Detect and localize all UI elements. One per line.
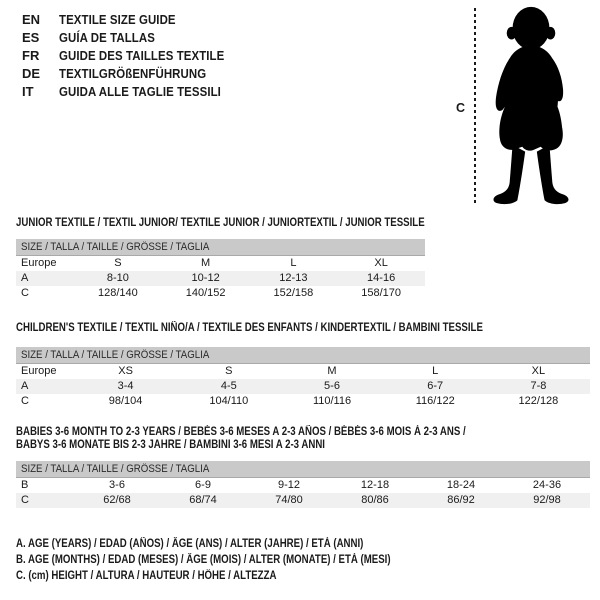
row-label: C (21, 287, 29, 299)
table-cell: 110/116 (312, 395, 352, 407)
table-cell: 8-10 (106, 272, 129, 284)
table-cell: 116/122 (415, 395, 455, 407)
legend-notes (16, 536, 462, 584)
lang-row-en (22, 11, 247, 29)
size-column-header: XS (118, 365, 133, 377)
lang-code: EN (22, 12, 41, 27)
language-header (22, 11, 247, 101)
lang-row-fr (22, 47, 247, 65)
toddler-silhouette-icon (482, 4, 580, 208)
size-column-header: L (290, 257, 297, 269)
table-cell: 152/158 (273, 287, 314, 299)
junior-section-title: JUNIOR TEXTILE / TEXTIL JUNIOR/ TEXTILE JUNIOR / JUNIORTEXTIL / JUNIOR TESSILE (16, 217, 425, 229)
lang-title: GUIDE DES TAILLES TEXTILE (59, 48, 225, 63)
table-cell: 7-8 (530, 380, 547, 392)
size-header-bar (16, 347, 590, 364)
table-cell: 92/98 (533, 494, 561, 506)
table-cell: 80/86 (361, 494, 389, 506)
lang-code: ES (22, 30, 40, 45)
table-cell: 122/128 (518, 395, 559, 407)
table-header-row (16, 256, 425, 271)
table-cell: 12-13 (279, 272, 308, 284)
size-column-header: XL (374, 257, 388, 269)
size-header-label: SIZE / TALLA / TAILLE / GRÖSSE / TAGLIA (21, 349, 210, 361)
lang-code: FR (22, 48, 40, 63)
table-cell: 5-6 (324, 380, 340, 392)
babies-title-line1: BABIES 3-6 MONTH TO 2-3 YEARS / BEBÉS 3-6 MESES A 2-3 AÑOS / BÉBÉS 3-6 MOIS À 2-3 ANS / (16, 426, 466, 438)
table-row-height (16, 286, 425, 301)
table-cell: 3-4 (117, 380, 134, 392)
table-cell: 128/140 (97, 287, 138, 299)
table-cell: 104/110 (209, 395, 249, 407)
table-row-age-months (16, 478, 590, 493)
table-cell: 62/68 (103, 494, 131, 506)
table-row-age (16, 379, 590, 394)
lang-code: DE (22, 66, 41, 81)
table-cell: 10-12 (191, 272, 220, 284)
size-column-header: M (201, 257, 211, 269)
children-section-title: CHILDREN'S TEXTILE / TEXTIL NIÑO/A / TEXTILE DES ENFANTS / KINDERTEXTIL / BAMBINI TESSILE (16, 322, 483, 334)
lang-title: TEXTILGRÖßENFÜHRUNG (59, 66, 207, 81)
table-row-height (16, 394, 590, 409)
table-row-age (16, 271, 425, 286)
lang-title: GUÍA DE TALLAS (59, 30, 155, 45)
junior-size-table (16, 239, 425, 301)
babies-size-table (16, 461, 590, 508)
table-header-row (16, 364, 590, 379)
row-label: A (21, 380, 29, 392)
note-height-cm: C. (cm) HEIGHT / ALTURA / HAUTEUR / HÖHE / ALTEZZA (16, 570, 277, 582)
row-label: B (21, 479, 29, 491)
note-age-months: B. AGE (MONTHS) / EDAD (MESES) / ÂGE (MOIS) / ALTER (MONATE) / ETÀ (MESI) (16, 554, 391, 566)
table-row-height (16, 493, 590, 508)
table-cell: 86/92 (447, 494, 475, 506)
children-size-table (16, 347, 590, 409)
table-cell: 14-16 (367, 272, 396, 284)
table-cell: 74/80 (275, 494, 303, 506)
height-measure-dashed-line (474, 8, 476, 206)
size-header-label: SIZE / TALLA / TAILLE / GRÖSSE / TAGLIA (21, 241, 210, 253)
table-cell: 98/104 (108, 395, 143, 407)
height-measure-label: C (456, 101, 466, 115)
lang-title: GUIDA ALLE TAGLIE TESSILI (59, 84, 221, 99)
table-cell: 24-36 (532, 479, 562, 491)
table-cell: 140/152 (185, 287, 226, 299)
size-column-header: L (432, 365, 439, 377)
row-label: C (21, 395, 29, 407)
table-cell: 12-18 (360, 479, 390, 491)
size-header-bar (16, 461, 590, 478)
lang-code: IT (22, 84, 34, 99)
table-cell: 158/170 (361, 287, 401, 299)
table-cell: 68/74 (189, 494, 217, 506)
size-header-label: SIZE / TALLA / TAILLE / GRÖSSE / TAGLIA (21, 463, 210, 475)
lang-row-it (22, 83, 247, 101)
row-label: A (21, 272, 29, 284)
row-label: C (21, 494, 29, 506)
table-cell: 6-7 (427, 380, 444, 392)
size-header-bar (16, 239, 425, 256)
table-cell: 9-12 (277, 479, 301, 491)
lang-row-es (22, 29, 247, 47)
table-cell: 4-5 (220, 380, 237, 392)
region-label: Europe (21, 365, 57, 377)
size-column-header: XL (531, 365, 546, 377)
size-column-header: S (114, 257, 122, 269)
babies-section-title (16, 426, 466, 452)
lang-title: TEXTILE SIZE GUIDE (59, 12, 176, 27)
size-column-header: M (327, 365, 337, 377)
table-cell: 6-9 (195, 479, 211, 491)
table-cell: 3-6 (109, 479, 125, 491)
babies-title-line2: BABYS 3-6 MONATE BIS 2-3 JAHRE / BAMBINI 3-6 MESI A 2-3 ANNI (16, 439, 325, 451)
table-cell: 18-24 (446, 479, 476, 491)
region-label: Europe (21, 257, 57, 269)
lang-row-de (22, 65, 247, 83)
note-age-years: A. AGE (YEARS) / EDAD (AÑOS) / ÂGE (ANS) / ALTER (JAHRE) / ETÀ (ANNI) (16, 538, 364, 550)
size-column-header: S (225, 365, 233, 377)
